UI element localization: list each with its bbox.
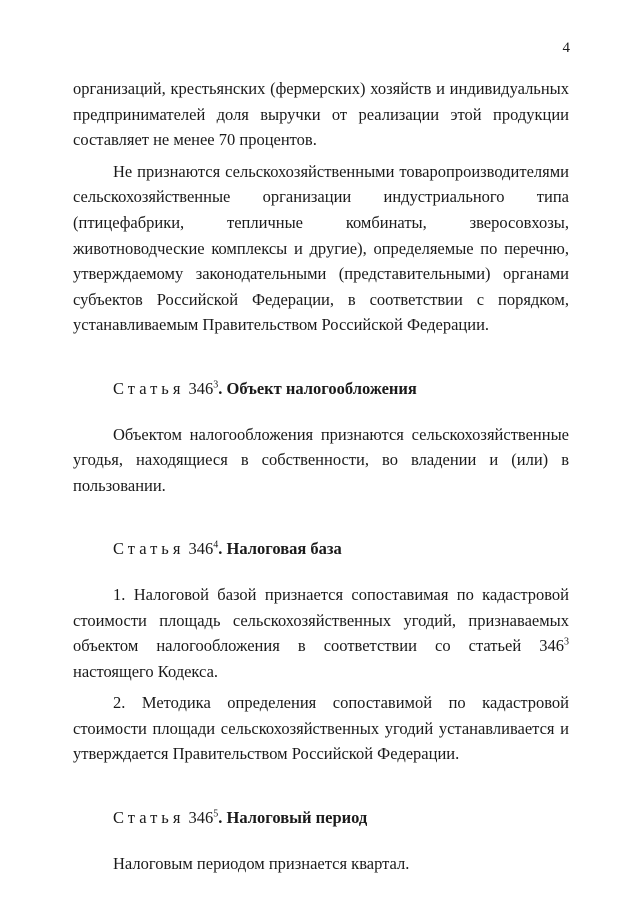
paragraph-continuation: организаций, крестьянских (фермерских) хозяйств и индивидуальных предпринимателей доля выручки от реализации этой продукции составляет не менее 70 процентов. xyxy=(73,79,569,150)
article-number: 346 xyxy=(188,539,214,559)
article-title: . Налоговая база xyxy=(218,539,342,559)
article-word: Статья xyxy=(113,378,185,398)
article-346-4-item-1 xyxy=(73,582,569,684)
article-word: Статья xyxy=(113,539,185,559)
article-number-sup: 5 xyxy=(213,808,219,820)
page-number: 4 xyxy=(562,40,570,56)
article-number: 346 xyxy=(188,378,214,398)
article-346-4-item-2: 2. Методика определения сопоставимой по кадастровой стоимости площади сельскохозяйственных угодий устанавливается и утверждается Правительством Российской Федерации. xyxy=(73,693,569,764)
article-number: 346 xyxy=(188,808,214,828)
paragraph-not-recognized: Не признаются сельскохозяйственными товаропроизводителями сельскохозяйственные организации индустриального типа (птицефабрики, тепличные комбинаты, зверосовхозы, животноводческие комплексы и другие), определяемые по перечню, утверждаемому законодательными (представительными) органами субъектов Российской Федерации, в соответствии с порядком, устанавливаемым Правительством Российской Федерации. xyxy=(73,161,569,335)
article-heading-346-4 xyxy=(73,536,569,562)
article-number-sup: 4 xyxy=(213,539,219,551)
document-body xyxy=(73,76,569,876)
article-heading-346-5 xyxy=(73,805,569,831)
item-1-text-end: настоящего Кодекса. xyxy=(73,661,219,681)
article-title: . Объект налогообложения xyxy=(218,378,417,398)
article-heading-346-3 xyxy=(73,376,569,402)
article-346-5-body: Налоговым периодом признается квартал. xyxy=(113,853,410,873)
article-title: . Налоговый период xyxy=(218,808,368,828)
article-number-sup: 3 xyxy=(213,379,219,391)
article-346-3-body: Объектом налогообложения признаются сельскохозяйственные угодья, находящиеся в собственности, во владении и (или) в пользовании. xyxy=(73,424,569,495)
item-1-text: 1. Налоговой базой признается сопоставимая по кадастровой стоимости площадь сельскохозяйственных угодий, признаваемых объектом налогообложения в соответствии со статьей 346 xyxy=(73,584,569,656)
article-word: Статья xyxy=(113,808,185,828)
item-1-sup: 3 xyxy=(564,636,569,648)
